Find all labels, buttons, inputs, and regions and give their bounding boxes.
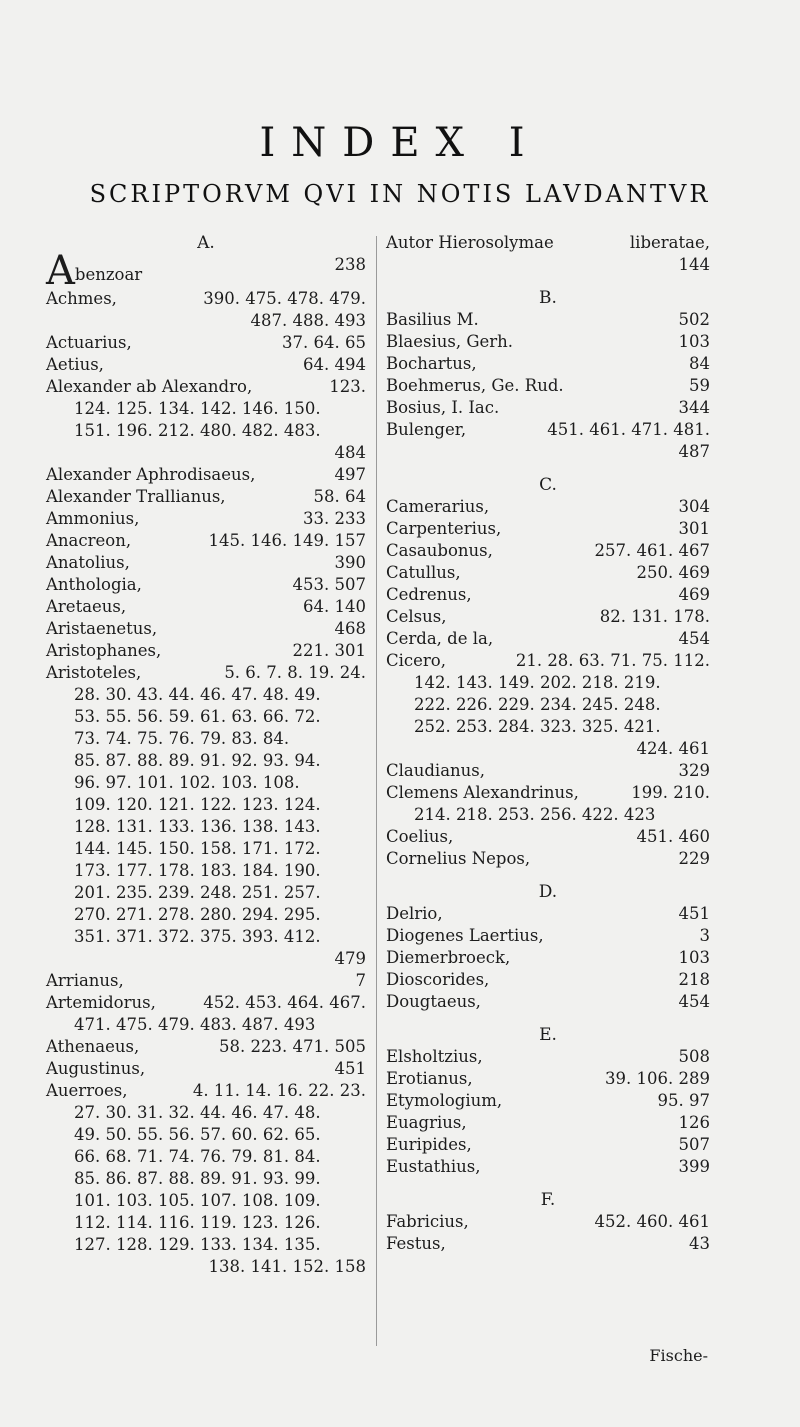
entry-name: Aretaeus, xyxy=(46,597,127,616)
entry-name: Diemerbroeck, xyxy=(386,948,511,967)
section-letter: E. xyxy=(539,1025,557,1045)
index-entry xyxy=(386,1046,710,1068)
entry-name: Camerarius, xyxy=(386,497,490,516)
index-entry xyxy=(386,232,710,254)
entry-pages: 59 xyxy=(689,376,710,395)
entry-pages: 497 xyxy=(334,465,366,484)
index-entry xyxy=(386,375,710,397)
entry-continuation: 471. 475. 479. 483. 487. 493 xyxy=(74,1015,316,1034)
entry-name: Elsholtzius, xyxy=(386,1047,483,1066)
index-entry xyxy=(46,970,366,992)
entry-pages: 145. 146. 149. 157 xyxy=(208,531,366,550)
index-entry xyxy=(46,618,366,640)
entry-continuation: 252. 253. 284. 323. 325. 421. xyxy=(414,717,661,736)
entry-continuation: 487. 488. 493 xyxy=(250,311,366,330)
entry-continuation: 201. 235. 239. 248. 251. 257. xyxy=(74,883,321,902)
entry-continuation: 124. 125. 134. 142. 146. 150. xyxy=(74,399,321,418)
index-entry xyxy=(386,1068,710,1090)
entry-pages: 84 xyxy=(689,354,710,373)
entry-name: Clemens Alexandrinus, xyxy=(386,783,579,802)
entry-continuation: 142. 143. 149. 202. 218. 219. xyxy=(414,673,661,692)
index-entry xyxy=(386,353,710,375)
entry-pages: 5. 6. 7. 8. 19. 24. xyxy=(224,663,366,682)
entry-continuation: 479 xyxy=(334,949,366,968)
entry-name: Ammonius, xyxy=(46,509,140,528)
entry-name: Euripides, xyxy=(386,1135,472,1154)
section-letter: F. xyxy=(540,1190,556,1210)
entry-name: Carpenterius, xyxy=(386,519,502,538)
index-entry xyxy=(386,397,710,419)
entry-pages: 37. 64. 65 xyxy=(282,333,366,352)
entry-continuation: 484 xyxy=(334,443,366,462)
index-entry xyxy=(386,331,710,353)
index-entry xyxy=(46,464,366,486)
entry-pages: 451 xyxy=(334,1059,366,1078)
entry-continuation: 214. 218. 253. 256. 422. 423 xyxy=(414,805,656,824)
index-entry xyxy=(386,826,710,848)
entry-continuation: 151. 196. 212. 480. 482. 483. xyxy=(74,421,321,440)
entry-pages: 451 xyxy=(678,904,710,923)
index-entry xyxy=(386,947,710,969)
entry-continuation: 138. 141. 152. 158 xyxy=(208,1257,366,1276)
section-spacer xyxy=(386,1013,710,1024)
index-entry xyxy=(386,496,710,518)
entry-name-wrap xyxy=(46,248,143,294)
index-subtitle: SCRIPTORVM QVI IN NOTIS LAVDANTVR xyxy=(89,180,711,208)
entry-name: Alexander Aphrodisaeus, xyxy=(46,465,256,484)
entry-name: Cornelius Nepos, xyxy=(386,849,531,868)
entry-continuation: 101. 103. 105. 107. 108. 109. xyxy=(74,1191,321,1210)
entry-pages: 103 xyxy=(678,948,710,967)
entry-pages: 221. 301 xyxy=(292,641,366,660)
entry-name: Achmes, xyxy=(46,289,117,308)
entry-name: Auerroes, xyxy=(46,1081,128,1100)
entry-name: Arrianus, xyxy=(46,971,124,990)
entry-name: Euagrius, xyxy=(386,1113,467,1132)
entry-pages: 21. 28. 63. 71. 75. 112. xyxy=(515,651,710,670)
entry-name: Diogenes Laertius, xyxy=(386,926,544,945)
entry-name: Eustathius, xyxy=(386,1157,481,1176)
entry-name: Augustinus, xyxy=(46,1059,146,1078)
entry-pages: 329 xyxy=(678,761,710,780)
index-entry xyxy=(386,969,710,991)
entry-pages: 469 xyxy=(678,585,710,604)
entry-pages: 123. xyxy=(329,377,366,396)
right-column xyxy=(386,232,710,1255)
section-spacer xyxy=(386,463,710,474)
entry-name: Aristoteles, xyxy=(46,663,142,682)
index-entry xyxy=(46,530,366,552)
entry-pages: 468 xyxy=(334,619,366,638)
entry-pages: 218 xyxy=(678,970,710,989)
entry-pages: 451. 460 xyxy=(636,827,710,846)
entry-name: Athenaeus, xyxy=(46,1037,140,1056)
entry-name: Blaesius, Gerh. xyxy=(386,332,514,351)
entry-continuation: 96. 97. 101. 102. 103. 108. xyxy=(74,773,300,792)
section-letter: A. xyxy=(197,233,215,253)
entry-pages: 452. 453. 464. 467. xyxy=(203,993,366,1012)
entry-continuation: 144 xyxy=(678,255,710,274)
entry-name: Delrio, xyxy=(386,904,443,923)
index-entry xyxy=(386,1156,710,1178)
entry-pages: 82. 131. 178. xyxy=(599,607,710,626)
index-entry xyxy=(386,1134,710,1156)
section-letter: B. xyxy=(539,288,557,308)
entry-pages: 257. 461. 467 xyxy=(594,541,710,560)
section-spacer xyxy=(386,1178,710,1189)
index-entry xyxy=(46,1058,366,1080)
entry-pages: 229 xyxy=(678,849,710,868)
entry-name: Catullus, xyxy=(386,563,461,582)
entry-pages: 95. 97 xyxy=(657,1091,710,1110)
drop-cap: A xyxy=(46,248,75,294)
index-entry xyxy=(46,1036,366,1058)
index-entry xyxy=(386,760,710,782)
index-entry xyxy=(386,1211,710,1233)
index-entry xyxy=(46,376,366,398)
index-entry xyxy=(386,650,710,672)
section-letter: D. xyxy=(538,882,558,902)
index-entry xyxy=(46,248,366,294)
entry-name: Cerda, de la, xyxy=(386,629,494,648)
index-entry xyxy=(46,508,366,530)
entry-pages: 507 xyxy=(678,1135,710,1154)
index-entry xyxy=(386,1233,710,1255)
index-entry xyxy=(46,552,366,574)
entry-name: Bosius, I. Iac. xyxy=(386,398,500,417)
entry-continuation: 53. 55. 56. 59. 61. 63. 66. 72. xyxy=(74,707,321,726)
index-entry xyxy=(386,419,710,441)
index-entry xyxy=(46,354,366,376)
left-column xyxy=(46,232,366,1278)
section-spacer xyxy=(386,870,710,881)
entry-name: Aristophanes, xyxy=(46,641,162,660)
index-entry xyxy=(386,584,710,606)
entry-pages: 4. 11. 14. 16. 22. 23. xyxy=(192,1081,366,1100)
entry-pages: 452. 460. 461 xyxy=(594,1212,710,1231)
entry-name: Fabricius, xyxy=(386,1212,469,1231)
entry-continuation: 487 xyxy=(678,442,710,461)
entry-name: Cicero, xyxy=(386,651,446,670)
entry-continuation: 49. 50. 55. 56. 57. 60. 62. 65. xyxy=(74,1125,321,1144)
entry-pages: 451. 461. 471. 481. xyxy=(547,420,710,439)
index-entry xyxy=(46,288,366,310)
entry-name: Basilius M. xyxy=(386,310,479,329)
entry-continuation: 112. 114. 116. 119. 123. 126. xyxy=(74,1213,321,1232)
index-entry xyxy=(386,309,710,331)
entry-pages: 126 xyxy=(678,1113,710,1132)
entry-name: Casaubonus, xyxy=(386,541,493,560)
index-entry xyxy=(386,628,710,650)
entry-pages: 58. 64 xyxy=(313,487,366,506)
catchword: Fische- xyxy=(649,1346,708,1365)
index-entry xyxy=(46,596,366,618)
entry-name: Dioscorides, xyxy=(386,970,490,989)
entry-pages: 390 xyxy=(334,553,366,572)
entry-pages: 304 xyxy=(678,497,710,516)
entry-continuation: 270. 271. 278. 280. 294. 295. xyxy=(74,905,321,924)
entry-name: Claudianus, xyxy=(386,761,486,780)
index-entry xyxy=(46,332,366,354)
entry-pages: 390. 475. 478. 479. xyxy=(203,289,366,308)
entry-pages: 3 xyxy=(699,926,710,945)
entry-pages: 238 xyxy=(334,255,366,274)
entry-continuation: 109. 120. 121. 122. 123. 124. xyxy=(74,795,321,814)
entry-pages: 58. 223. 471. 505 xyxy=(219,1037,366,1056)
entry-pages: 250. 469 xyxy=(636,563,710,582)
entry-pages: 301 xyxy=(678,519,710,538)
entry-pages: 454 xyxy=(678,629,710,648)
entry-continuation: 85. 86. 87. 88. 89. 91. 93. 99. xyxy=(74,1169,321,1188)
entry-name: Erotianus, xyxy=(386,1069,473,1088)
entry-continuation: 127. 128. 129. 133. 134. 135. xyxy=(74,1235,321,1254)
entry-name: Anacreon, xyxy=(46,531,132,550)
entry-pages: 33. 233 xyxy=(303,509,366,528)
entry-continuation: 85. 87. 88. 89. 91. 92. 93. 94. xyxy=(74,751,321,770)
entry-name: Celsus, xyxy=(386,607,447,626)
entry-name: benzoar xyxy=(74,265,143,284)
entry-name: Alexander ab Alexandro, xyxy=(46,377,253,396)
entry-name: Coelius, xyxy=(386,827,454,846)
entry-name: Anthologia, xyxy=(46,575,142,594)
entry-pages: 399 xyxy=(678,1157,710,1176)
entry-pages: 43 xyxy=(689,1234,710,1253)
entry-name: Dougtaeus, xyxy=(386,992,481,1011)
entry-name: Festus, xyxy=(386,1234,446,1253)
entry-pages: 39. 106. 289 xyxy=(605,1069,710,1088)
entry-name: Autor Hierosolymae xyxy=(386,233,554,252)
index-entry xyxy=(46,662,366,684)
index-entry xyxy=(46,574,366,596)
index-title: INDEX I xyxy=(259,120,541,166)
entry-continuation: 73. 74. 75. 76. 79. 83. 84. xyxy=(74,729,290,748)
column-divider xyxy=(376,236,377,1346)
entry-pages: 64. 494 xyxy=(303,355,366,374)
index-entry xyxy=(46,486,366,508)
entry-name: Boehmerus, Ge. Rud. xyxy=(386,376,564,395)
entry-pages: 199. 210. xyxy=(631,783,710,802)
entry-pages: 103 xyxy=(678,332,710,351)
entry-continuation: 173. 177. 178. 183. 184. 190. xyxy=(74,861,321,880)
entry-name: Alexander Trallianus, xyxy=(46,487,226,506)
entry-continuation: 144. 145. 150. 158. 171. 172. xyxy=(74,839,321,858)
entry-name: Bulenger, xyxy=(386,420,467,439)
entry-name: Aetius, xyxy=(46,355,104,374)
entry-continuation: 28. 30. 43. 44. 46. 47. 48. 49. xyxy=(74,685,321,704)
entry-name: Cedrenus, xyxy=(386,585,472,604)
entry-name: Bochartus, xyxy=(386,354,477,373)
index-entry xyxy=(386,848,710,870)
entry-pages: 508 xyxy=(678,1047,710,1066)
entry-continuation: 66. 68. 71. 74. 76. 79. 81. 84. xyxy=(74,1147,321,1166)
entry-name: Aristaenetus, xyxy=(46,619,158,638)
index-entry xyxy=(386,540,710,562)
entry-name: Anatolius, xyxy=(46,553,130,572)
index-entry xyxy=(46,640,366,662)
entry-continuation: 222. 226. 229. 234. 245. 248. xyxy=(414,695,661,714)
entry-continuation: 351. 371. 372. 375. 393. 412. xyxy=(74,927,321,946)
entry-pages: 344 xyxy=(678,398,710,417)
entry-pages: liberatae, xyxy=(629,233,710,252)
index-entry xyxy=(386,606,710,628)
entry-name: Actuarius, xyxy=(46,333,132,352)
entry-pages: 7 xyxy=(355,971,366,990)
section-letter: C. xyxy=(539,475,557,495)
entry-continuation: 27. 30. 31. 32. 44. 46. 47. 48. xyxy=(74,1103,321,1122)
index-entry xyxy=(46,992,366,1014)
entry-name: Artemidorus, xyxy=(46,993,156,1012)
entry-pages: 453. 507 xyxy=(292,575,366,594)
section-spacer xyxy=(386,276,710,287)
index-entry xyxy=(386,518,710,540)
index-entry xyxy=(46,1080,366,1102)
entry-continuation: 424. 461 xyxy=(636,739,710,758)
entry-continuation: 128. 131. 133. 136. 138. 143. xyxy=(74,817,321,836)
entry-pages: 502 xyxy=(678,310,710,329)
index-entry xyxy=(386,562,710,584)
index-entry xyxy=(386,1112,710,1134)
index-entry xyxy=(386,1090,710,1112)
index-entry xyxy=(386,991,710,1013)
index-entry xyxy=(386,782,710,804)
entry-pages: 454 xyxy=(678,992,710,1011)
entry-pages: 64. 140 xyxy=(303,597,366,616)
index-entry xyxy=(386,925,710,947)
index-entry xyxy=(386,903,710,925)
entry-name: Etymologium, xyxy=(386,1091,503,1110)
